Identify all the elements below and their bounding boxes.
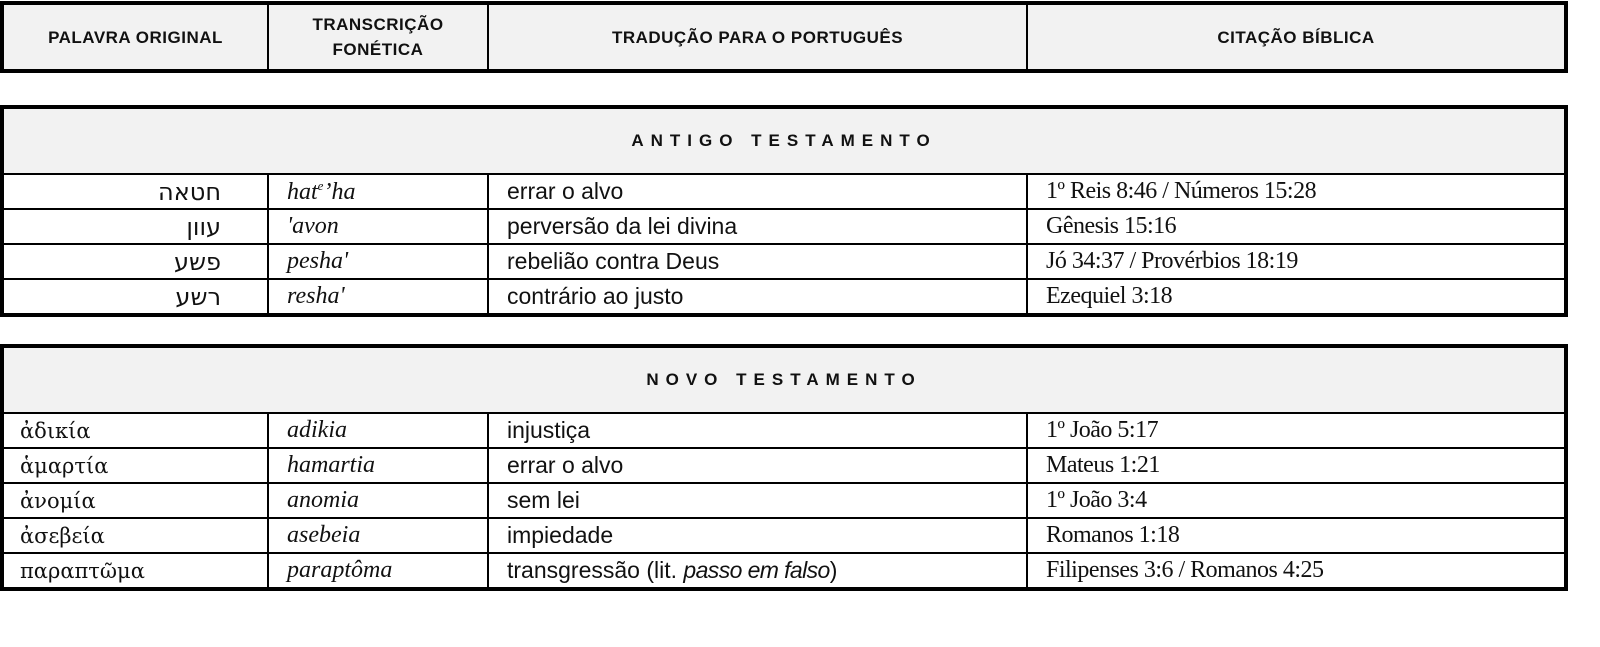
old-testament-band xyxy=(3,108,1565,174)
table-row xyxy=(3,553,1565,588)
table-row xyxy=(3,448,1565,483)
phonetic-transcription xyxy=(268,174,488,209)
phonetic-transcription: 'avon xyxy=(268,209,488,244)
translation-italic-part: passo em falso xyxy=(683,557,830,583)
biblical-citation: Gênesis 15:16 xyxy=(1027,209,1565,244)
original-word: ἀσεβεία xyxy=(3,518,268,553)
translation xyxy=(488,553,1027,588)
translation-part: transgressão (lit. xyxy=(507,557,684,583)
table-row xyxy=(3,174,1565,209)
translit-superscript: e xyxy=(317,177,324,193)
biblical-citation: 1º Reis 8:46 / Números 15:28 xyxy=(1027,174,1565,209)
phonetic-transcription: resha' xyxy=(268,279,488,314)
original-word: παραπτῶμα xyxy=(3,553,268,588)
translation: injustiça xyxy=(488,413,1027,448)
translit-part: ’ha xyxy=(323,178,356,205)
header-translation: TRADUÇÃO PARA O PORTUGUÊS xyxy=(488,4,1027,70)
original-word: ἁμαρτία xyxy=(3,448,268,483)
phonetic-transcription: asebeia xyxy=(268,518,488,553)
new-testament-band xyxy=(3,347,1565,413)
biblical-citation: Mateus 1:21 xyxy=(1027,448,1565,483)
old-testament-table xyxy=(2,107,1566,315)
table-row xyxy=(3,518,1565,553)
biblical-citation: 1º João 5:17 xyxy=(1027,413,1565,448)
translation: rebelião contra Deus xyxy=(488,244,1027,279)
phonetic-transcription: pesha' xyxy=(268,244,488,279)
phonetic-transcription: paraptôma xyxy=(268,553,488,588)
translation-part: ) xyxy=(829,557,838,583)
biblical-citation: Ezequiel 3:18 xyxy=(1027,279,1565,314)
header-phonetic-line2: FONÉTICA xyxy=(332,40,424,59)
phonetic-transcription: anomia xyxy=(268,483,488,518)
original-word: רשע xyxy=(3,279,268,314)
phonetic-transcription: hamartia xyxy=(268,448,488,483)
biblical-citation: Filipenses 3:6 / Romanos 4:25 xyxy=(1027,553,1565,588)
biblical-citation: 1º João 3:4 xyxy=(1027,483,1565,518)
original-word: פשע xyxy=(3,244,268,279)
translation: perversão da lei divina xyxy=(488,209,1027,244)
translation: sem lei xyxy=(488,483,1027,518)
original-word: חטאה xyxy=(3,174,268,209)
original-word: ἀνομία xyxy=(3,483,268,518)
original-word: ἀδικία xyxy=(3,413,268,448)
original-word: עוון xyxy=(3,209,268,244)
biblical-citation: Jó 34:37 / Provérbios 18:19 xyxy=(1027,244,1565,279)
header-biblical-citation: CITAÇÃO BÍBLICA xyxy=(1027,4,1565,70)
biblical-citation: Romanos 1:18 xyxy=(1027,518,1565,553)
translation: errar o alvo xyxy=(488,448,1027,483)
header-row xyxy=(3,4,1565,70)
translation: errar o alvo xyxy=(488,174,1027,209)
new-testament-title: NOVO TESTAMENTO xyxy=(3,347,1565,413)
translation: impiedade xyxy=(488,518,1027,553)
translation: contrário ao justo xyxy=(488,279,1027,314)
translit-part: hat xyxy=(287,178,318,205)
phonetic-transcription: adikia xyxy=(268,413,488,448)
header-phonetic-line1: TRANSCRIÇÃO xyxy=(312,15,444,34)
column-header-table xyxy=(2,3,1566,71)
table-row xyxy=(3,413,1565,448)
header-original-word: PALAVRA ORIGINAL xyxy=(3,4,268,70)
old-testament-title: ANTIGO TESTAMENTO xyxy=(3,108,1565,174)
new-testament-table xyxy=(2,346,1566,589)
header-phonetic-transcription xyxy=(268,4,488,70)
table-row xyxy=(3,279,1565,314)
table-row xyxy=(3,244,1565,279)
table-row xyxy=(3,483,1565,518)
table-row xyxy=(3,209,1565,244)
